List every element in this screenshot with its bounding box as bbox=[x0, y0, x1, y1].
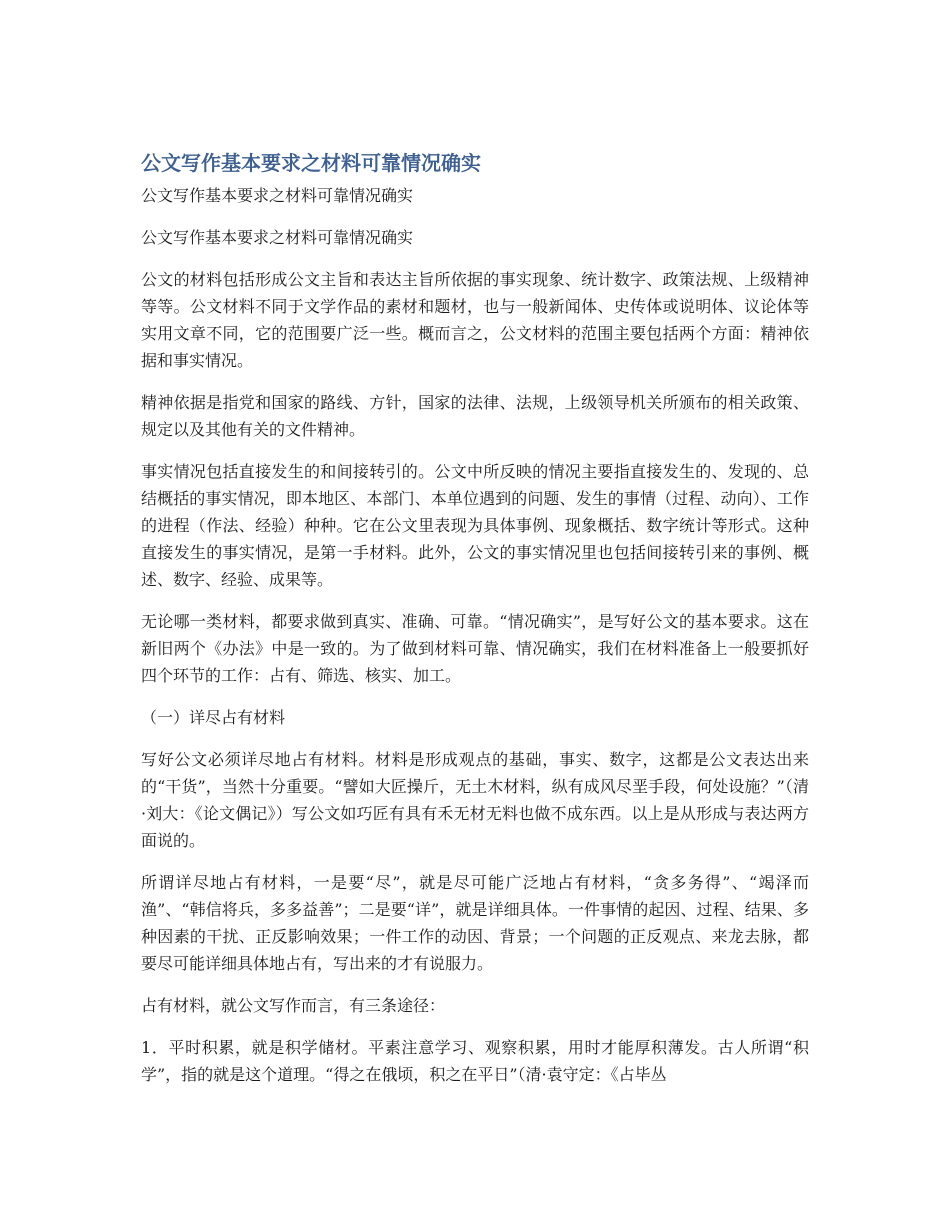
document-page bbox=[141, 148, 809, 1103]
paragraph-spiritual-basis: 精神依据是指党和国家的路线、方针，国家的法律、法规，上级领导机关所颁布的相关政策、规定以及其他有关的文件精神。 bbox=[141, 393, 809, 439]
paragraph-possess-materials: 写好公文必须详尽地占有材料。材料是形成观点的基础，事实、数字，这都是公文表达出来的“干货”，当然十分重要。“譬如大匠操斤，无土木材料，纵有成风尽垩手段，何处设施？”（清·刘大：《论文偶记》）写公文如巧匠有具有禾无材无料也做不成东西。以上是从形成与表达两方面说的。 bbox=[141, 750, 809, 850]
paragraph-factual-situation: 事实情况包括直接发生的和间接转引的。公文中所反映的情况主要指直接发生的、发现的、总结概括的事实情况，即本地区、本部门、本单位遇到的问题、发生的事情（过程、动向）、工作的进程（作法、经验）种种。它在公文里表现为具体事例、现象概括、数字统计等形式。这种直接发生的事实情况，是第一手材料。此外，公文的事实情况里也包括间接转引来的事例、概述、数字、经验、成果等。 bbox=[141, 462, 809, 589]
paragraph-material-scope: 公文的材料包括形成公文主旨和表达主旨所依据的事实现象、统计数字、政策法规、上级精神等等。公文材料不同于文学作品的素材和题材，也与一般新闻体、史传体或说明体、议论体等实用文章不同，它的范围要广泛一些。概而言之，公文材料的范围主要包括两个方面：精神依据和事实情况。 bbox=[141, 270, 809, 370]
document-title: 公文写作基本要求之材料可靠情况确实 bbox=[141, 151, 481, 175]
paragraph-three-ways: 占有材料，就公文写作而言，有三条途径： bbox=[141, 996, 446, 1015]
paragraph-subtitle-2: 公文写作基本要求之材料可靠情况确实 bbox=[141, 228, 414, 247]
section-heading: （一）详尽占有材料 bbox=[141, 708, 286, 727]
paragraph-subtitle-1: 公文写作基本要求之材料可靠情况确实 bbox=[141, 186, 414, 205]
paragraph-detailed-possession: 所谓详尽地占有材料，一是要“尽”，就是尽可能广泛地占有材料，“贪多务得”、“竭泽而渔”、“韩信将兵，多多益善”；二是要“详”，就是详细具体。一件事情的起因、过程、结果、多种因素的干扰、正反影响效果；一件工作的动因、背景；一个问题的正反观点、来龙去脉，都要尽可能详细具体地占有，写出来的才有说服力。 bbox=[141, 873, 809, 973]
paragraph-requirements: 无论哪一类材料，都要求做到真实、准确、可靠。“情况确实”，是写好公文的基本要求。这在新旧两个《办法》中是一致的。为了做到材料可靠、情况确实，我们在材料准备上一般要抓好四个环节的工作：占有、筛选、核实、加工。 bbox=[141, 612, 809, 685]
list-item-accumulation: 1．平时积累，就是积学储材。平素注意学习、观察积累，用时才能厚积薄发。古人所谓“积学”，指的就是这个道理。“得之在俄顷，积之在平日”（清·袁守定：《占毕丛 bbox=[141, 1038, 809, 1084]
